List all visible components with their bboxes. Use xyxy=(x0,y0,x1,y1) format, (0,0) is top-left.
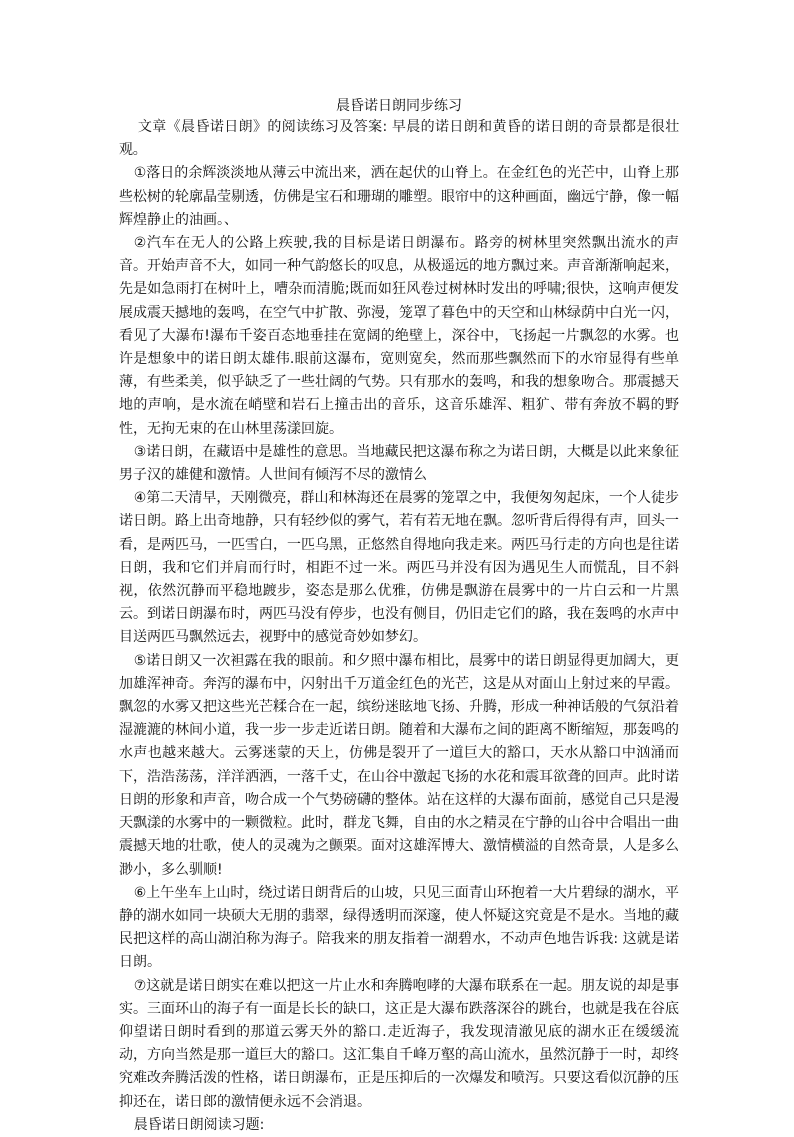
paragraph-7: ⑦这就是诺日朗实在难以把这一片止水和奔腾咆哮的大瀑布联系在一起。朋友说的却是事实。三面环山的海子有一面是长长的缺口，这正是大瀑布跌落深谷的跳台，也就是我在谷底仰望诺日朗时看到的那道云雾天外的豁口.走近海子，我发现清澈见底的湖水正在缓缓流动，方向当然是那一道巨大的豁口。这汇集自千峰万壑的高山流水，虽然沉静于一时，却终究难改奔腾活泼的性格，诺日朗瀑布，正是压抑后的一次爆发和喷泻。只要这看似沉静的压抑还在，诺日郎的激情便永远不会消退。 xyxy=(119,977,679,1110)
paragraph-3: ③诺日朗，在藏语中是雄性的意思。当地藏民把这瀑布称之为诺日朗，大概是以此来象征男子汉的雄健和激情。人世间有倾泻不尽的激情么 xyxy=(119,443,679,484)
paragraph-5: ⑤诺日朗又一次袒露在我的眼前。和夕照中瀑布相比，晨雾中的诺日朗显得更加阔大，更加雄浑神奇。奔泻的瀑布中，闪射出千万道金红色的光芒，这是从对面山上射过来的早霞。飘忽的水雾又把这些光芒糅合在一起，缤纷迷眩地飞扬、升腾，形成一种神话般的气氛沿着湿漉漉的林间小道，我一步一步走近诺日朗。随着和大瀑布之间的距离不断缩短，那轰鸣的水声也越来越大。云雾迷蒙的天上，仿佛是裂开了一道巨大的豁口，天水从豁口中汹涌而下，浩浩荡荡，洋洋洒洒，一落千丈，在山谷中激起飞扬的水花和震耳欲聋的回声。此时诺日朗的形象和声音，吻合成一个气势磅礴的整体。站在这样的大瀑布面前，感觉自己只是漫天飘漾的水雾中的一颗微粒。此时，群龙飞舞，自由的水之精灵在宁静的山谷中合唱出一曲震撼天地的壮歌，使人的灵魂为之颤栗。面对这雄浑博大、激情横溢的自然奇景，人是多么渺小，多么驯顺! xyxy=(119,652,679,878)
exercise-heading: 晨昏诺日朗阅读习题: xyxy=(133,1116,265,1133)
paragraph-6: ⑥上午坐车上山时，绕过诺日朗背后的山坡，只见三面青山环抱着一大片碧绿的湖水，平静的湖水如同一块硕大无朋的翡翠，绿得透明而深邃，使人怀疑这究竟是不是水。当地的藏民把这样的高山湖泊称为海子。陪我来的朋友指着一湖碧水，不动声色地告诉我: 这就是诺日朗。 xyxy=(119,884,679,971)
document-body xyxy=(119,97,679,1137)
document-title: 晨昏诺日朗同步练习 xyxy=(336,98,462,114)
intro-paragraph: 文章《晨昏诺日朗》的阅读练习及答案: 早晨的诺日朗和黄昏的诺日朗的奇景都是很壮观。 xyxy=(119,119,679,159)
paragraph-2: ②汽车在无人的公路上疾驶,我的目标是诺日朗瀑布。路旁的树林里突然飘出流水的声音。开始声音不大，如同一种气韵悠长的叹息，从极遥远的地方飘过来。声音渐渐响起来，先是如急雨打在树叶上，嘈杂而清脆;既而如狂风卷过树林时发出的呼啸;很快，这响声便发展成震天撼地的轰鸣，在空气中扩散、弥漫，笼罩了暮色中的天空和山林绿荫中白光一闪，看见了大瀑布!瀑布千姿百态地垂挂在宽阔的绝壁上，深谷中，飞扬起一片飘忽的水雾。也许是想象中的诺日朗太雄伟.眼前这瀑布，宽则宽矣，然而那些飘然而下的水帘显得有些单薄，有些柔美，似乎缺乏了一些壮阔的气势。只有那水的轰鸣，和我的想象吻合。那震撼天地的声响，是水流在峭壁和岩石上撞击出的音乐，这音乐雄浑、粗犷、带有奔放不羁的野性，无拘无束的在山林里荡漾回旋。 xyxy=(119,235,679,437)
paragraph-4: ④第二天清早，天刚微亮，群山和林海还在晨雾的笼罩之中，我便匆匆起床，一个人徒步诺日朗。路上出奇地静，只有轻纱似的雾气，若有若无地在飘。忽听背后得得有声，回头一看，是两匹马，一匹雪白，一匹乌黑，正悠然自得地向我走来。两匹马行走的方向也是往诺日朗，我和它们并肩而行时，相距不过一米。两匹马并没有因为遇见生人而慌乱，目不斜视，依然沉静而平稳地踱步，姿态是那么优雅，仿佛是飘游在晨雾中的一片白云和一片黑云。到诺日朗瀑布时，两匹马没有停步，也没有侧目，仍旧走它们的路，我在轰鸣的水声中目送两匹马飘然远去，视野中的感觉奇妙如梦幻。 xyxy=(119,490,679,646)
paragraph-1: ①落日的余辉淡淡地从薄云中流出来，洒在起伏的山脊上。在金红色的光芒中，山脊上那些松树的轮廓晶莹剔透，仿佛是宝石和珊瑚的雕塑。眼帘中的这种画面，幽远宁静，像一幅辉煌静止的油画。、 xyxy=(119,165,679,228)
